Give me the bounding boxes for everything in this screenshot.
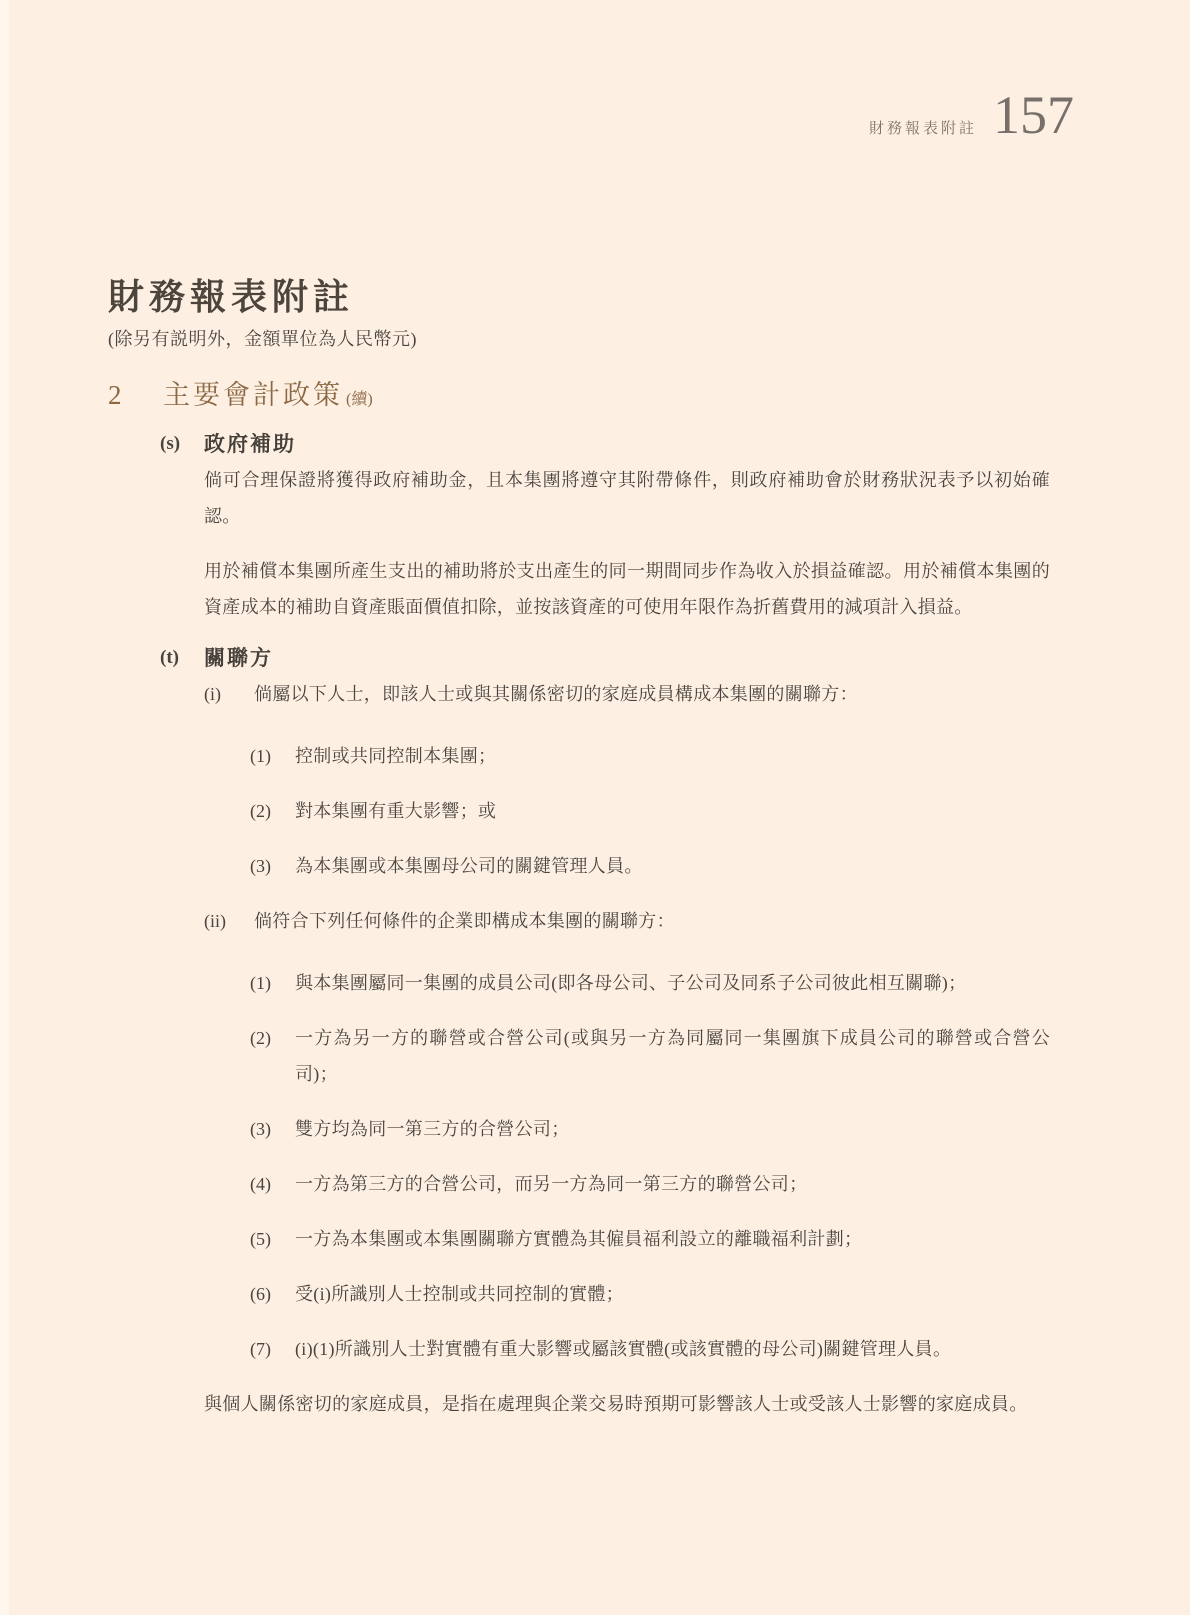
running-header: [868, 85, 1074, 145]
list-item: [250, 1276, 1050, 1312]
list-item-text: 對本集團有重大影響；或: [295, 801, 497, 822]
paragraph: 倘可合理保證將獲得政府補助金，且本集團將遵守其附帶條件，則政府補助會於財務狀況表予以初始確認。: [204, 470, 1050, 527]
list-item-text: 為本集團或本集團母公司的關鍵管理人員。: [295, 856, 643, 877]
subsection-s-government-grants: [160, 430, 1052, 625]
paragraph: 用於補償本集團所產生支出的補助將於支出產生的同一期間同步作為收入於損益確認。用於補償本集團的資產成本的補助自資產賬面價值扣除，並按該資產的可使用年限作為折舊費用的減項計入損益。: [204, 561, 1050, 618]
page-edge-strip: [0, 0, 9, 1615]
list-item-text: 與本集團屬同一集團的成員公司(即各母公司、子公司及同系子公司彼此相互關聯)；: [295, 973, 967, 994]
list-item-text: 一方為另一方的聯營或合營公司(或與另一方為同屬同一集團旗下成員公司的聯營或合營公司)；: [295, 1028, 1050, 1085]
running-header-label: 財務報表附註: [868, 121, 977, 137]
list-item-number: (1): [250, 746, 271, 767]
list-item-text: 雙方均為同一第三方的合營公司；: [295, 1119, 570, 1140]
subsection-s-heading-row: [160, 430, 1052, 458]
list-item-i: [204, 676, 1050, 712]
list-item: [250, 1331, 1050, 1367]
subsection-t-label: (t): [160, 647, 179, 669]
list-item: [250, 1020, 1050, 1092]
list-item-number: (3): [250, 856, 271, 877]
subsection-s-body: [204, 462, 1050, 625]
list-item: [250, 1111, 1050, 1147]
list-item-text: 受(i)所識別人士控制或共同控制的實體；: [295, 1284, 624, 1305]
list-item-number: (1): [250, 973, 271, 994]
page-number: 157: [993, 85, 1074, 145]
list-item-ii-text: 倘符合下列任何條件的企業即構成本集團的關聯方：: [254, 911, 675, 932]
list-item-number: (7): [250, 1339, 271, 1360]
list-item-number: (4): [250, 1174, 271, 1195]
list-item: [250, 793, 1050, 829]
list-item: [250, 965, 1050, 1001]
list-item: [250, 1221, 1050, 1257]
list-item-i-label: (i): [204, 684, 221, 705]
list-item-number: (5): [250, 1229, 271, 1250]
subsection-s-label: (s): [160, 433, 181, 455]
list-item-ii-label: (ii): [204, 911, 226, 932]
subsection-s-heading: 政府補助: [204, 432, 296, 457]
list-item-number: (3): [250, 1119, 271, 1140]
subsection-t-body: [204, 676, 1050, 1422]
list-item-number: (6): [250, 1284, 271, 1305]
list-item: [250, 1166, 1050, 1202]
closing-paragraph: 與個人關係密切的家庭成員，是指在處理與企業交易時預期可影響該人士或受該人士影響的家庭成員。: [204, 1394, 1028, 1415]
page-title: 財務報表附註: [108, 277, 355, 317]
list-ii-subitems: [250, 965, 1050, 1367]
list-item: [250, 848, 1050, 884]
list-item-text: 控制或共同控制本集團；: [295, 746, 497, 767]
section-title: 主要會計政策: [163, 380, 343, 411]
list-i-subitems: [250, 738, 1050, 884]
notes-content: [108, 276, 1052, 1441]
subsection-t-heading: 關聯方: [204, 646, 273, 671]
section-2-heading: [108, 373, 1052, 412]
list-item-text: 一方為第三方的合營公司，而另一方為同一第三方的聯營公司；: [295, 1174, 808, 1195]
subsection-t-related-parties: [160, 644, 1052, 1422]
section-number: 2: [108, 380, 122, 411]
list-item-i-text: 倘屬以下人士，即該人士或與其關係密切的家庭成員構成本集團的關聯方：: [254, 684, 858, 705]
subsection-t-heading-row: [160, 644, 1052, 672]
list-item-number: (2): [250, 1028, 271, 1049]
list-item-text: (i)(1)所識別人士對實體有重大影響或屬該實體(或該實體的母公司)關鍵管理人員。: [295, 1339, 952, 1360]
section-continued-suffix: (續): [346, 391, 373, 409]
list-item-text: 一方為本集團或本集團關聯方實體為其僱員福利設立的離職福利計劃；: [295, 1229, 863, 1250]
list-item-number: (2): [250, 801, 271, 822]
list-item-ii: [204, 903, 1050, 939]
page-subtitle: (除另有説明外，金額單位為人民幣元): [108, 329, 417, 350]
list-item: [250, 738, 1050, 774]
